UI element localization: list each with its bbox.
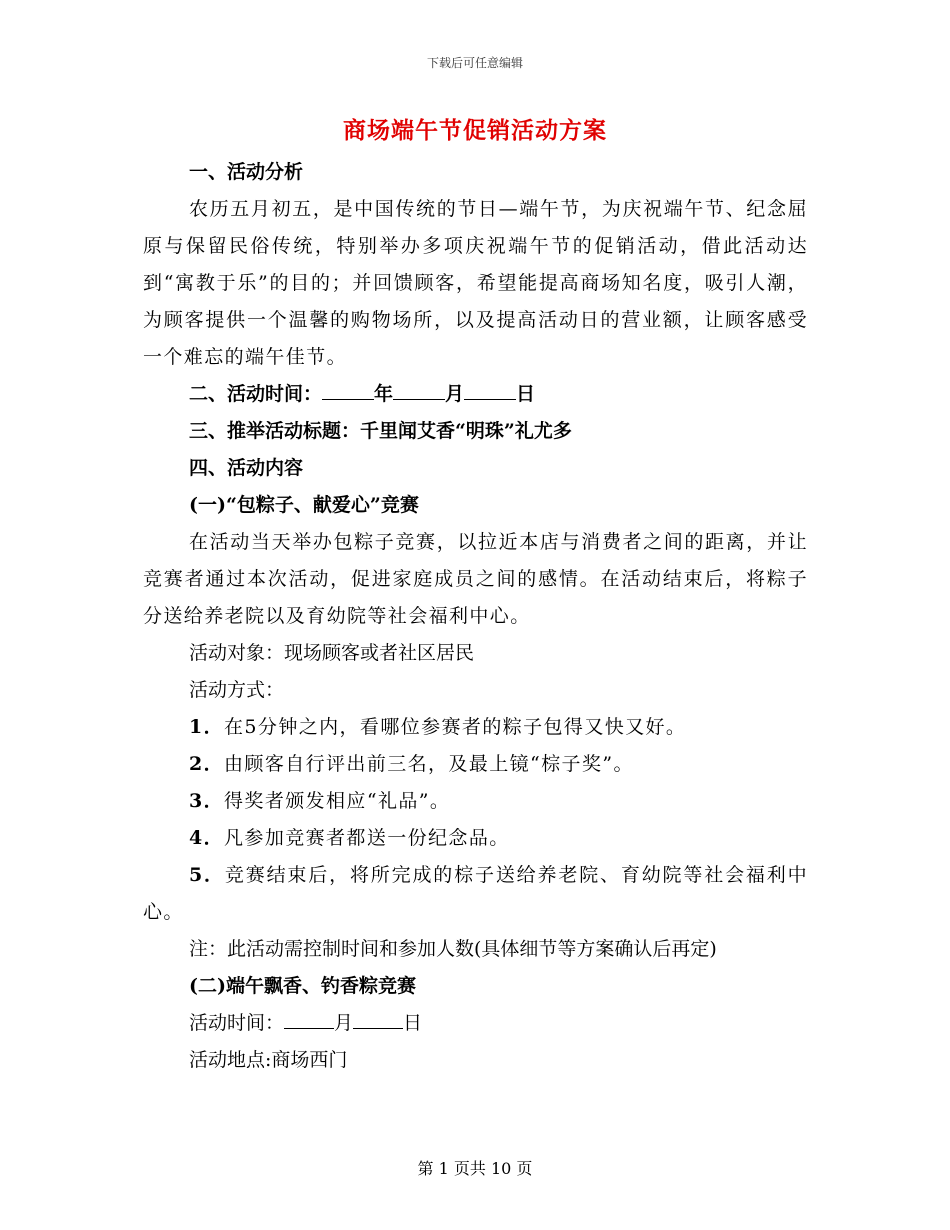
month-label: 月 [334, 1012, 354, 1034]
section-heading-3: 三、推举活动标题：千里闻艾香“明珠”礼尤多 [189, 420, 572, 442]
list-item [143, 709, 808, 746]
activity-note: 注：此活动需控制时间和参加人数(具体细节等方案确认后再定) [189, 938, 717, 960]
list-item-text: 竞赛结束后，将所完成的棕子送给养老院、育幼院等社会福利中心。 [143, 864, 808, 923]
list-item-text: 由顾客自行评出前三名，及最上镜“棕子奖”。 [224, 753, 634, 775]
subsection-2-time [143, 1005, 808, 1042]
day-label: 日 [403, 1012, 423, 1034]
month-blank [284, 1006, 334, 1029]
list-item-number: 3． [189, 790, 225, 812]
section-heading-1: 一、活动分析 [189, 161, 304, 183]
activity-method: 活动方式： [189, 679, 285, 701]
activity-place: 活动地点:商场西门 [189, 1049, 348, 1071]
list-item-text: 在5分钟之内，看哪位参赛者的粽子包得又快又好。 [224, 716, 687, 738]
list-item-text: 得奖者颁发相应“礼品”。 [224, 790, 451, 812]
day-blank [353, 1006, 403, 1029]
section-heading-4: 四、活动内容 [189, 457, 304, 479]
month-blank [393, 377, 445, 400]
document-title: 商场端午节促销活动方案 [343, 117, 607, 144]
page-footer: 第 1 页共 10 页 [417, 1159, 533, 1178]
list-item [143, 746, 808, 783]
list-item [143, 783, 808, 820]
list-item [143, 857, 808, 931]
subsection-heading-1: (一)“包粽子、献爱心”竞赛 [189, 494, 419, 516]
subsection-1-paragraph: 在活动当天举办包粽子竞赛，以拉近本店与消费者之间的距离，并让竞赛者通过本次活动，促进家庭成员之间的感情。在活动结束后，将粽子分送给养老院以及育幼院等社会福利中心。 [143, 531, 808, 627]
section-heading-2 [143, 376, 808, 413]
year-label: 年 [374, 383, 394, 405]
list-item [143, 820, 808, 857]
list-item-number: 1． [189, 716, 225, 738]
section-1-paragraph: 农历五月初五，是中国传统的节日—端午节，为庆祝端午节、纪念屈原与保留民俗传统，特别举办多项庆祝端午节的促销活动，借此活动达到“寓教于乐”的目的；并回馈顾客，希望能提高商场知名度，吸引人潮，为顾客提供一个温馨的购物场所，以及提高活动日的营业额，让顾客感受一个难忘的端午佳节。 [143, 198, 808, 368]
list-item-number: 5． [189, 864, 225, 886]
activity-time-label: 二、活动时间： [189, 383, 323, 405]
header-note: 下载后可任意编辑 [426, 56, 523, 70]
subsection-heading-2: (二)端午飘香、钓香粽竞赛 [189, 975, 416, 997]
month-label: 月 [445, 383, 465, 405]
document-body [143, 154, 808, 1079]
day-blank [464, 377, 516, 400]
day-label: 日 [516, 383, 536, 405]
year-blank [322, 377, 374, 400]
list-item-text: 凡参加竞赛者都送一份纪念品。 [224, 827, 510, 849]
activity-target: 活动对象：现场顾客或者社区居民 [189, 642, 475, 664]
list-item-number: 2． [189, 753, 225, 775]
activity-time-label: 活动时间： [189, 1012, 285, 1034]
list-item-number: 4． [189, 827, 225, 849]
